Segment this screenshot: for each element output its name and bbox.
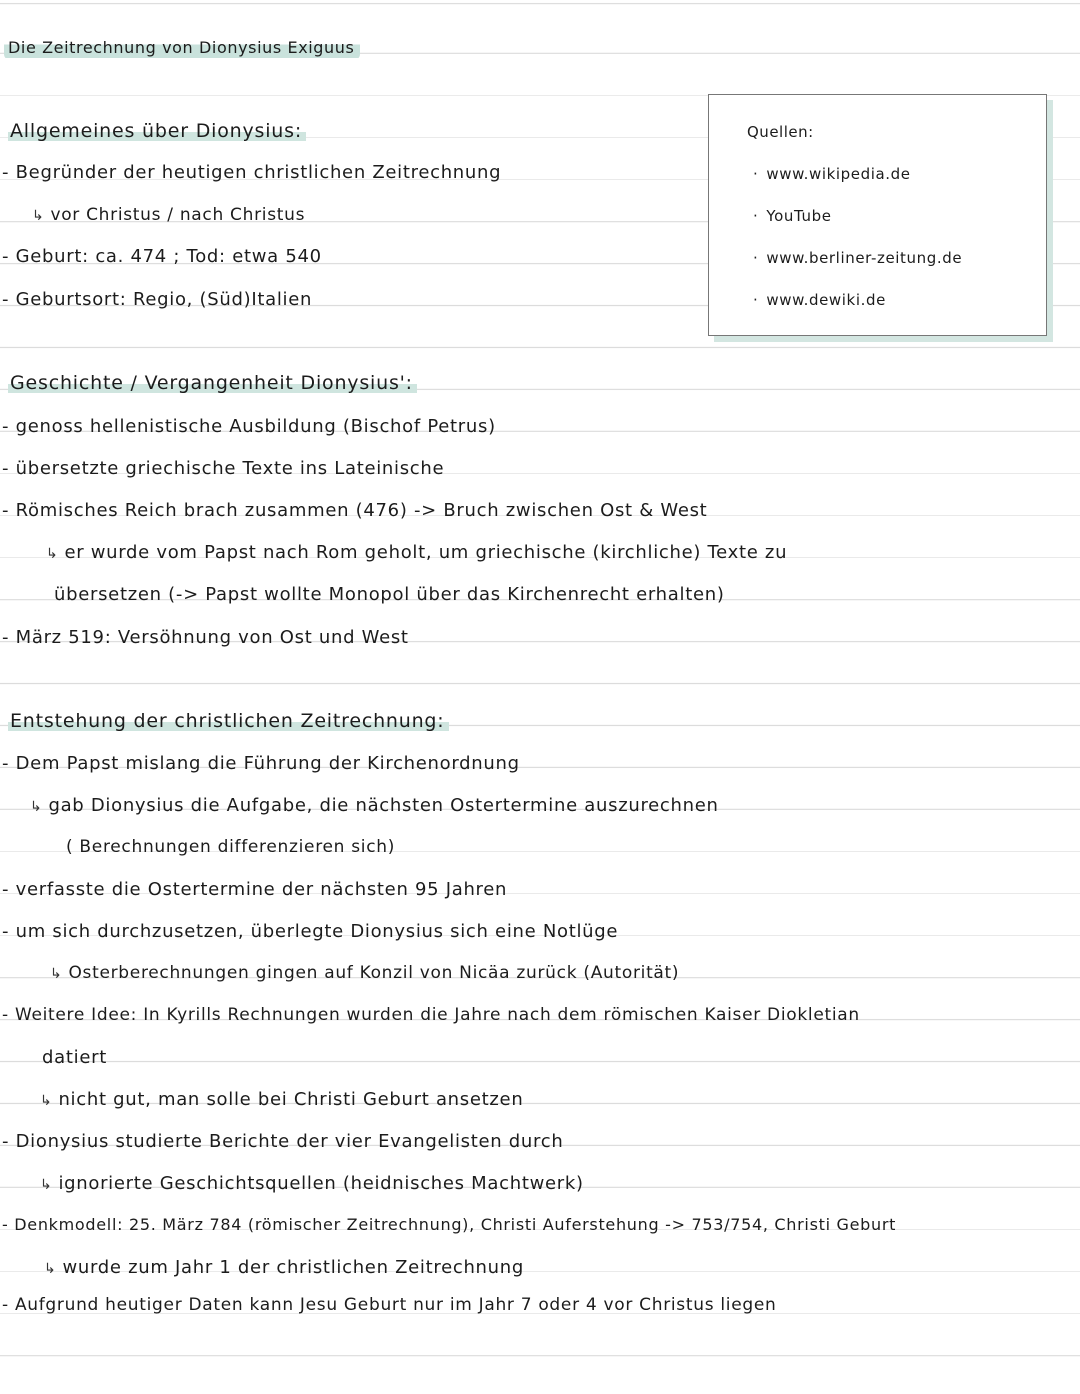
section-heading-history: Geschichte / Vergangenheit Dionysius': [8, 372, 417, 394]
hook-arrow-icon: ↳ [40, 1177, 53, 1193]
note-line: - verfasste die Ostertermine der nächsten 95 Jahren [2, 879, 508, 900]
hook-arrow-icon: ↳ [44, 1261, 57, 1277]
hook-arrow-icon: ↳ [46, 546, 59, 562]
note-line: - um sich durchzusetzen, überlegte Dionysius sich eine Notlüge [2, 921, 619, 942]
sources-box [708, 94, 1047, 336]
note-line: - Geburtsort: Regio, (Süd)Italien [2, 289, 313, 310]
note-line: - Denkmodell: 25. März 784 (römischer Zeitrechnung), Christi Auferstehung -> 753/754, Christi Geburt [2, 1215, 897, 1234]
note-line: - März 519: Versöhnung von Ost und West [2, 627, 409, 648]
note-line: - Dem Papst mislang die Führung der Kirchenordnung [2, 753, 520, 774]
hook-arrow-icon: ↳ [40, 1093, 53, 1109]
note-subline: ↳ wurde zum Jahr 1 der christlichen Zeitrechnung [44, 1257, 525, 1278]
note-line: - übersetzte griechische Texte ins Lateinische [2, 458, 445, 479]
note-line-continued: datiert [42, 1047, 107, 1068]
note-subline: ↳ nicht gut, man solle bei Christi Geburt ansetzen [40, 1089, 524, 1110]
source-item: · YouTube [753, 207, 832, 225]
section-heading-origin: Entstehung der christlichen Zeitrechnung: [8, 710, 449, 732]
note-line: - Römisches Reich brach zusammen (476) -> Bruch zwischen Ost & West [2, 500, 708, 521]
note-subline-continued: übersetzen (-> Papst wollte Monopol über das Kirchenrecht erhalten) [54, 584, 725, 605]
note-subline: ↳ Osterberechnungen gingen auf Konzil von Nicäa zurück (Autorität) [50, 963, 680, 983]
note-subline-continued: ( Berechnungen differenzieren sich) [66, 837, 396, 857]
note-subline: ↳ ignorierte Geschichtsquellen (heidnisches Machtwerk) [40, 1173, 584, 1194]
note-line: - Begründer der heutigen christlichen Zeitrechnung [2, 162, 502, 183]
note-subline: ↳ vor Christus / nach Christus [32, 205, 306, 225]
source-item: · www.wikipedia.de [753, 165, 911, 183]
note-subline: ↳ er wurde vom Papst nach Rom geholt, um griechische (kirchliche) Texte zu [46, 542, 788, 563]
hook-arrow-icon: ↳ [32, 208, 45, 224]
sources-heading: Quellen: [747, 123, 814, 141]
section-heading-general: Allgemeines über Dionysius: [8, 120, 306, 142]
note-line: - Weitere Idee: In Kyrills Rechnungen wurden die Jahre nach dem römischen Kaiser Diokletian [2, 1005, 860, 1025]
source-item: · www.berliner-zeitung.de [753, 249, 963, 267]
note-line: - Aufgrund heutiger Daten kann Jesu Geburt nur im Jahr 7 oder 4 vor Christus liegen [2, 1295, 777, 1315]
note-line: - Geburt: ca. 474 ; Tod: etwa 540 [2, 246, 322, 267]
page-title: Die Zeitrechnung von Dionysius Exiguus [4, 36, 360, 60]
note-line: - genoss hellenistische Ausbildung (Bischof Petrus) [2, 416, 496, 437]
hook-arrow-icon: ↳ [30, 799, 43, 815]
source-item: · www.dewiki.de [753, 291, 886, 309]
note-subline: ↳ gab Dionysius die Aufgabe, die nächsten Ostertermine auszurechnen [30, 795, 719, 816]
note-line: - Dionysius studierte Berichte der vier Evangelisten durch [2, 1131, 564, 1152]
hook-arrow-icon: ↳ [50, 966, 63, 982]
